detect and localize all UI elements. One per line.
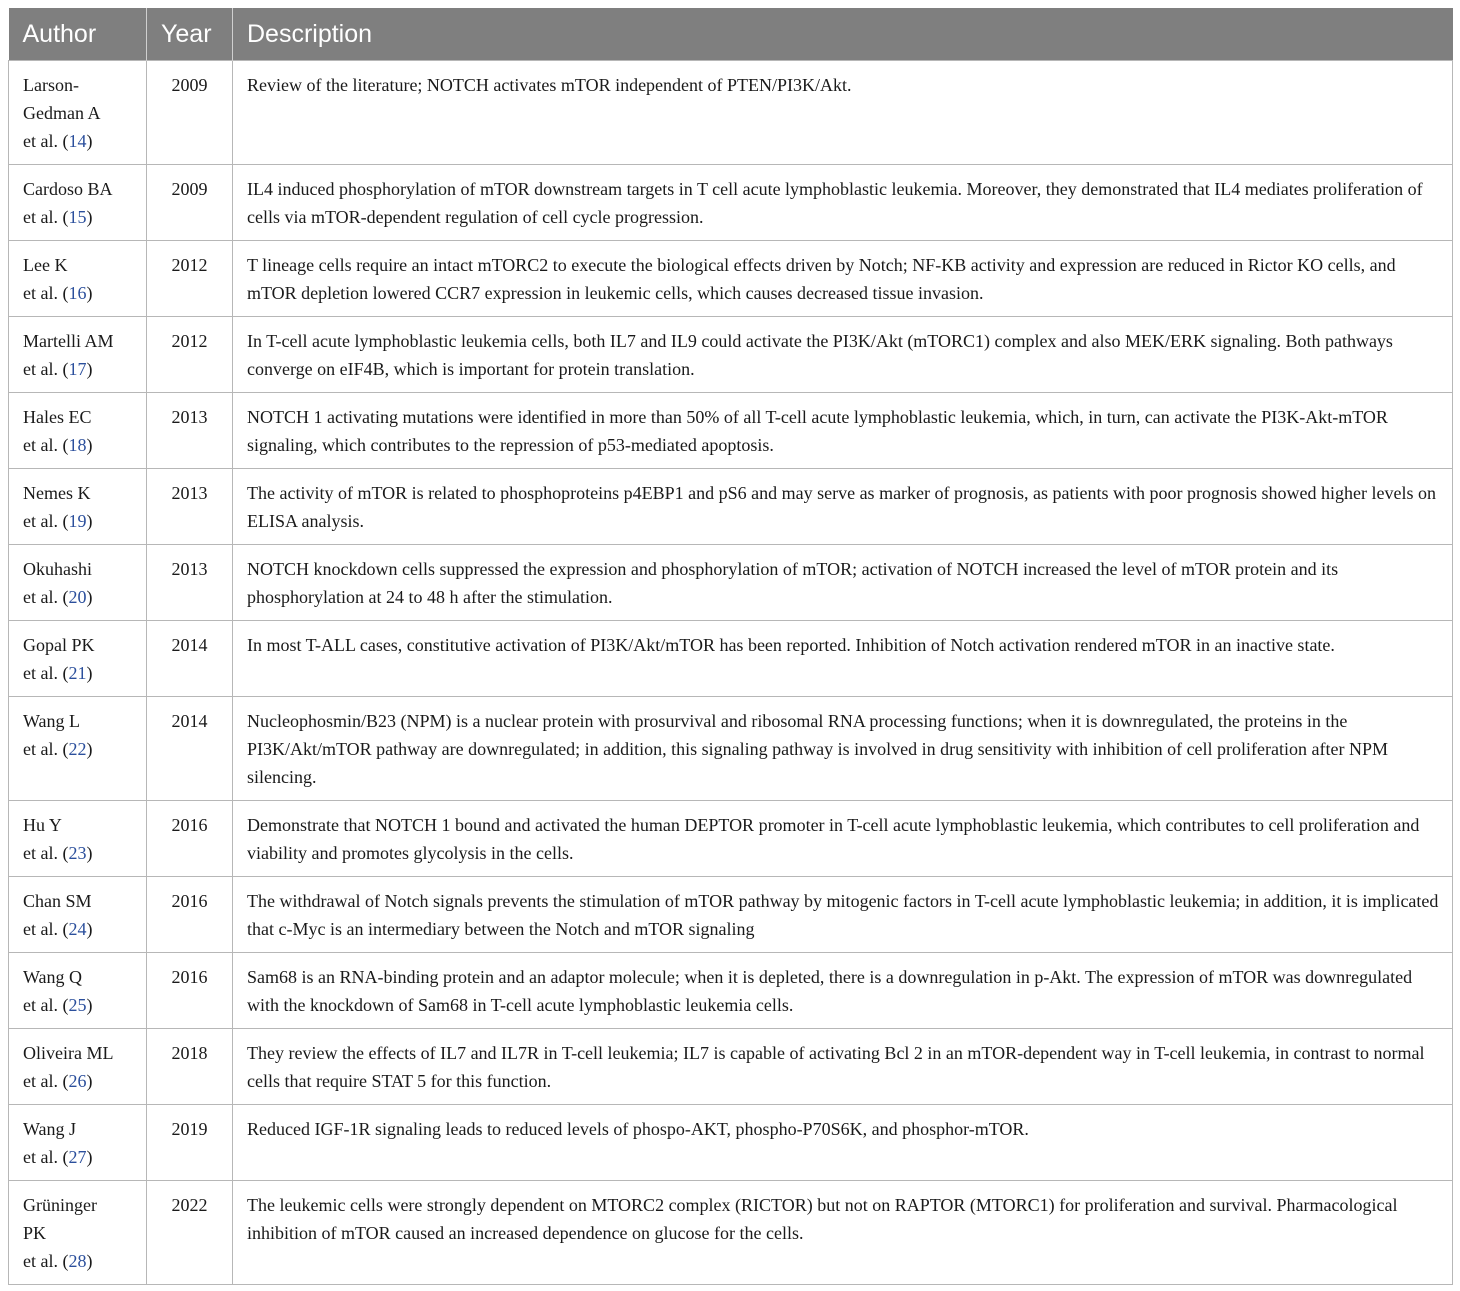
author-line: PK (23, 1223, 47, 1243)
description-cell: Reduced IGF-1R signaling leads to reduced levels of phospo-AKT, phospho-P70S6K, and phosphor-mTOR. (233, 1105, 1453, 1181)
year-cell: 2019 (147, 1105, 233, 1181)
author-line: et al. (23, 283, 63, 303)
author-line: Larson- (23, 75, 79, 95)
description-cell: The withdrawal of Notch signals prevents the stimulation of mTOR pathway by mitogenic factors in T-cell acute lymphoblastic leukemia; in addition, it is implicated that c-Myc is an intermediary between the Notch and mTOR signaling (233, 877, 1453, 953)
reference-link[interactable]: 18 (68, 435, 87, 455)
description-cell: In most T-ALL cases, constitutive activation of PI3K/Akt/mTOR has been reported. Inhibition of Notch activation rendered mTOR in an inactive state. (233, 621, 1453, 697)
author-line: et al. (23, 663, 63, 683)
table-row (9, 469, 1453, 545)
year-cell: 2012 (147, 317, 233, 393)
author-cell: Wang J et al. (27) (9, 1105, 147, 1181)
reference-link[interactable]: 27 (68, 1147, 87, 1167)
author-line: Cardoso BA (23, 179, 113, 199)
description-cell: In T-cell acute lymphoblastic leukemia cells, both IL7 and IL9 could activate the PI3K/Akt (mTORC1) complex and also MEK/ERK signaling. Both pathways converge on eIF4B, which is important for protein translation. (233, 317, 1453, 393)
description-cell: Demonstrate that NOTCH 1 bound and activated the human DEPTOR promoter in T-cell acute lymphoblastic leukemia, which contributes to cell proliferation and viability and promotes glycolysis in the cells. (233, 801, 1453, 877)
year-cell: 2013 (147, 469, 233, 545)
reference-link[interactable]: 24 (68, 919, 87, 939)
author-line: Martelli AM (23, 331, 114, 351)
year-cell: 2009 (147, 165, 233, 241)
author-line: et al. (23, 1147, 63, 1167)
author-line: Wang Q (23, 967, 83, 987)
table-row (9, 1029, 1453, 1105)
author-line: et al. (23, 1251, 63, 1271)
author-cell: Cardoso BA et al. (15) (9, 165, 147, 241)
author-line: et al. (23, 511, 63, 531)
author-line: Hu Y (23, 815, 62, 835)
author-cell: Hales EC et al. (18) (9, 393, 147, 469)
description-cell: NOTCH 1 activating mutations were identified in more than 50% of all T-cell acute lymphoblastic leukemia, which, in turn, can activate the PI3K-Akt-mTOR signaling, which contributes to the repression of p53-mediated apoptosis. (233, 393, 1453, 469)
year-cell: 2013 (147, 393, 233, 469)
author-line: et al. (23, 131, 63, 151)
author-line: et al. (23, 587, 63, 607)
author-line: et al. (23, 919, 63, 939)
table-row (9, 877, 1453, 953)
author-cell: Lee K et al. (16) (9, 241, 147, 317)
table-row (9, 165, 1453, 241)
description-cell: Sam68 is an RNA-binding protein and an adaptor molecule; when it is depleted, there is a downregulation in p-Akt. The expression of mTOR was downregulated with the knockdown of Sam68 in T-cell acute lymphoblastic leukemia cells. (233, 953, 1453, 1029)
reference-link[interactable]: 22 (68, 739, 87, 759)
reference-link[interactable]: 19 (68, 511, 87, 531)
year-cell: 2016 (147, 801, 233, 877)
year-cell: 2018 (147, 1029, 233, 1105)
year-cell: 2016 (147, 953, 233, 1029)
table-row (9, 1105, 1453, 1181)
author-line: Lee K (23, 255, 68, 275)
year-cell: 2014 (147, 697, 233, 801)
author-cell: Wang Q et al. (25) (9, 953, 147, 1029)
author-line: et al. (23, 207, 63, 227)
description-cell: They review the effects of IL7 and IL7R in T-cell leukemia; IL7 is capable of activating Bcl 2 in an mTOR-dependent way in T-cell leukemia, in contrast to normal cells that require STAT 5 for this function. (233, 1029, 1453, 1105)
table-row (9, 393, 1453, 469)
author-cell: Grüninger PK et al. (28) (9, 1181, 147, 1285)
year-cell: 2009 (147, 61, 233, 165)
author-line: Grüninger (23, 1195, 97, 1215)
author-line: et al. (23, 359, 63, 379)
author-cell: Oliveira ML et al. (26) (9, 1029, 147, 1105)
table-row (9, 697, 1453, 801)
year-cell: 2013 (147, 545, 233, 621)
author-cell: Wang L et al. (22) (9, 697, 147, 801)
reference-link[interactable]: 16 (68, 283, 87, 303)
table-row (9, 317, 1453, 393)
description-cell: T lineage cells require an intact mTORC2 to execute the biological effects driven by Notch; NF-KB activity and expression are reduced in Rictor KO cells, and mTOR depletion lowered CCR7 expression in leukemic cells, which causes decreased tissue invasion. (233, 241, 1453, 317)
description-cell: The leukemic cells were strongly dependent on MTORC2 complex (RICTOR) but not on RAPTOR (MTORC1) for proliferation and survival. Pharmacological inhibition of mTOR caused an increased dependence on glucose for the cells. (233, 1181, 1453, 1285)
description-cell: Review of the literature; NOTCH activates mTOR independent of PTEN/PI3K/Akt. (233, 61, 1453, 165)
table-body (9, 61, 1453, 1285)
table-row (9, 545, 1453, 621)
header-year: Year (147, 8, 233, 61)
author-cell: Hu Y et al. (23) (9, 801, 147, 877)
author-cell: Chan SM et al. (24) (9, 877, 147, 953)
reference-link[interactable]: 17 (68, 359, 87, 379)
reference-link[interactable]: 15 (68, 207, 87, 227)
author-line: et al. (23, 739, 63, 759)
year-cell: 2012 (147, 241, 233, 317)
author-line: Gedman A (23, 103, 101, 123)
author-line: et al. (23, 843, 63, 863)
header-row (9, 8, 1453, 61)
description-cell: Nucleophosmin/B23 (NPM) is a nuclear protein with prosurvival and ribosomal RNA processing functions; when it is downregulated, the proteins in the PI3K/Akt/mTOR pathway are downregulated; in addition, this signaling pathway is involved in drug sensitivity with inhibition of cell proliferation after NPM silencing. (233, 697, 1453, 801)
reference-link[interactable]: 25 (68, 995, 87, 1015)
reference-link[interactable]: 20 (68, 587, 87, 607)
table-header (9, 8, 1453, 61)
author-line: Chan SM (23, 891, 92, 911)
table-wrapper (8, 8, 1452, 1285)
header-description: Description (233, 8, 1453, 61)
reference-link[interactable]: 14 (68, 131, 87, 151)
table-row (9, 953, 1453, 1029)
author-cell: Gopal PK et al. (21) (9, 621, 147, 697)
reference-link[interactable]: 21 (68, 663, 87, 683)
author-line: Wang J (23, 1119, 77, 1139)
author-cell: Nemes K et al. (19) (9, 469, 147, 545)
table-row (9, 241, 1453, 317)
author-line: et al. (23, 1071, 63, 1091)
author-line: Hales EC (23, 407, 92, 427)
header-author: Author (9, 8, 147, 61)
description-cell: The activity of mTOR is related to phosphoproteins p4EBP1 and pS6 and may serve as marker of prognosis, as patients with poor prognosis showed higher levels on ELISA analysis. (233, 469, 1453, 545)
author-line: Nemes K (23, 483, 91, 503)
description-cell: NOTCH knockdown cells suppressed the expression and phosphorylation of mTOR; activation of NOTCH increased the level of mTOR protein and its phosphorylation at 24 to 48 h after the stimulation. (233, 545, 1453, 621)
table-row (9, 801, 1453, 877)
author-line: Wang L (23, 711, 81, 731)
author-line: et al. (23, 435, 63, 455)
year-cell: 2016 (147, 877, 233, 953)
reference-link[interactable]: 23 (68, 843, 87, 863)
author-cell: Martelli AM et al. (17) (9, 317, 147, 393)
reference-link[interactable]: 26 (68, 1071, 87, 1091)
table-row (9, 621, 1453, 697)
author-line: Oliveira ML (23, 1043, 114, 1063)
year-cell: 2022 (147, 1181, 233, 1285)
table-row (9, 1181, 1453, 1285)
author-line: Okuhashi (23, 559, 92, 579)
author-line: et al. (23, 995, 63, 1015)
literature-table (8, 8, 1453, 1285)
description-cell: IL4 induced phosphorylation of mTOR downstream targets in T cell acute lymphoblastic leukemia. Moreover, they demonstrated that IL4 mediates proliferation of cells via mTOR-dependent regulation of cell cycle progression. (233, 165, 1453, 241)
year-cell: 2014 (147, 621, 233, 697)
author-line: Gopal PK (23, 635, 95, 655)
author-cell: Okuhashi et al. (20) (9, 545, 147, 621)
table-row (9, 61, 1453, 165)
reference-link[interactable]: 28 (68, 1251, 87, 1271)
author-cell: Larson- Gedman A et al. (14) (9, 61, 147, 165)
